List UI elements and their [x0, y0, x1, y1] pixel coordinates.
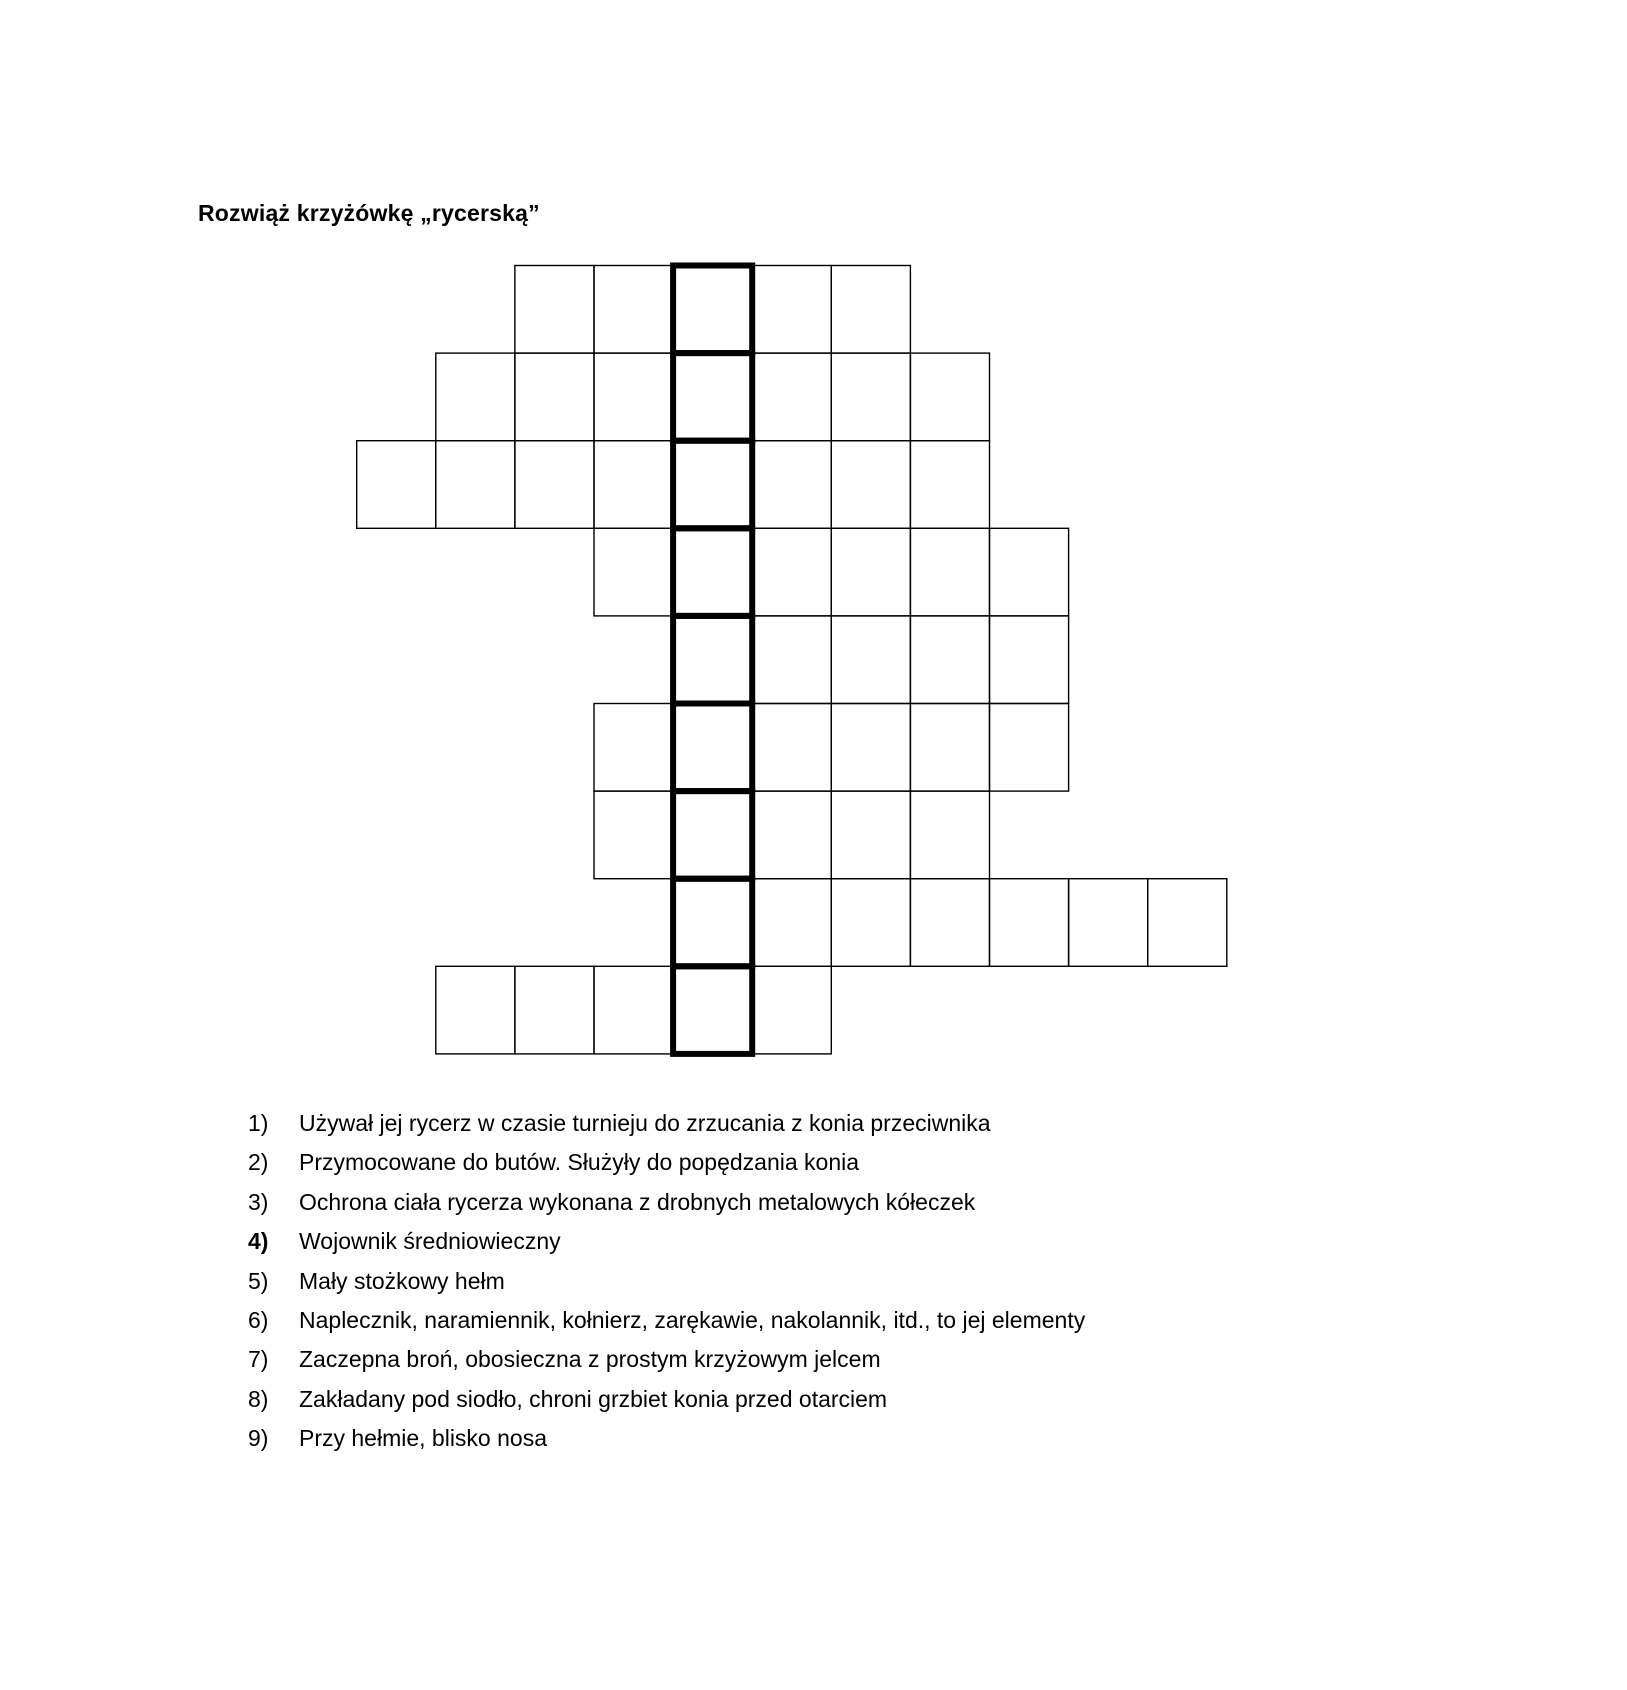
crossword-cell-row-6-col-9[interactable] — [831, 704, 910, 792]
crossword-cell-row-3-col-4[interactable] — [436, 441, 515, 529]
crossword-cell-row-2-col-6[interactable] — [594, 353, 673, 441]
clue-item — [248, 1222, 1085, 1261]
clue-text: Zakładany pod siodło, chroni grzbiet konia przed otarciem — [299, 1385, 888, 1412]
clue-item — [248, 1183, 1085, 1222]
crossword-cell-row-8-col-11[interactable] — [990, 879, 1069, 967]
crossword-cell-row-4-col-11[interactable] — [990, 528, 1069, 616]
clue-text: Przy hełmie, blisko nosa — [299, 1425, 547, 1452]
clue-text: Ochrona ciała rycerza wykonana z drobnych metalowych kółeczek — [299, 1188, 976, 1215]
solution-cell-row-2[interactable] — [673, 353, 752, 441]
crossword-cell-row-8-col-12[interactable] — [1069, 879, 1148, 967]
clue-item — [248, 1143, 1085, 1182]
clue-number: 9) — [248, 1425, 269, 1452]
crossword-cell-row-2-col-4[interactable] — [436, 353, 515, 441]
crossword-cell-row-7-col-10[interactable] — [910, 791, 989, 879]
page-title: Rozwiąż krzyżówkę „rycerską” — [198, 200, 540, 226]
crossword-cell-row-9-col-8[interactable] — [752, 966, 831, 1054]
clue-text: Mały stożkowy hełm — [299, 1267, 505, 1294]
crossword-cell-row-4-col-10[interactable] — [910, 528, 989, 616]
clue-number: 5) — [248, 1267, 269, 1294]
solution-cell-row-6[interactable] — [673, 704, 752, 792]
clue-number: 1) — [248, 1110, 269, 1136]
solution-cell-row-7[interactable] — [673, 791, 752, 879]
crossword-cell-row-2-col-8[interactable] — [752, 353, 831, 441]
crossword-cell-row-7-col-6[interactable] — [594, 791, 673, 879]
crossword-cell-row-6-col-10[interactable] — [910, 704, 989, 792]
crossword-cell-row-2-col-9[interactable] — [831, 353, 910, 441]
crossword-cell-row-4-col-9[interactable] — [831, 528, 910, 616]
crossword-cell-row-3-col-8[interactable] — [752, 441, 831, 529]
crossword-cell-row-6-col-8[interactable] — [752, 704, 831, 792]
crossword-cell-row-3-col-6[interactable] — [594, 441, 673, 529]
clue-text: Naplecznik, naramiennik, kołnierz, zarękawie, nakolannik, itd., to jej elementy — [299, 1306, 1086, 1333]
crossword-cell-row-3-col-3[interactable] — [357, 441, 436, 529]
crossword-cell-row-5-col-8[interactable] — [752, 616, 831, 704]
crossword-cell-row-1-col-5[interactable] — [515, 266, 594, 354]
solution-cell-row-3[interactable] — [673, 441, 752, 529]
crossword-cell-row-1-col-8[interactable] — [752, 266, 831, 354]
clue-item — [248, 1301, 1085, 1340]
clue-item — [248, 1104, 1085, 1143]
crossword-cell-row-7-col-9[interactable] — [831, 791, 910, 879]
crossword-cell-row-5-col-9[interactable] — [831, 616, 910, 704]
crossword-cell-row-1-col-9[interactable] — [831, 266, 910, 354]
clue-item — [248, 1340, 1085, 1379]
crossword-cell-row-9-col-5[interactable] — [515, 966, 594, 1054]
crossword-cell-row-7-col-8[interactable] — [752, 791, 831, 879]
clue-text: Zaczepna broń, obosieczna z prostym krzyżowym jelcem — [299, 1346, 881, 1373]
crossword-cell-row-2-col-10[interactable] — [910, 353, 989, 441]
clue-text: Używał jej rycerz w czasie turnieju do zrzucania z konia przeciwnika — [299, 1110, 991, 1136]
clue-item — [248, 1419, 1085, 1458]
solution-cell-row-5[interactable] — [673, 616, 752, 704]
crossword-cell-row-3-col-10[interactable] — [910, 441, 989, 529]
crossword-cell-row-8-col-8[interactable] — [752, 879, 831, 967]
clue-number: 4) — [248, 1228, 269, 1255]
crossword-cell-row-5-col-11[interactable] — [990, 616, 1069, 704]
clue-text: Wojownik średniowieczny — [299, 1228, 561, 1255]
crossword-cell-row-9-col-4[interactable] — [436, 966, 515, 1054]
clue-number: 6) — [248, 1306, 269, 1333]
crossword-cell-row-5-col-10[interactable] — [910, 616, 989, 704]
crossword-cell-row-3-col-5[interactable] — [515, 441, 594, 529]
clue-number: 2) — [248, 1149, 269, 1176]
clue-list — [248, 1104, 1085, 1459]
clue-number: 8) — [248, 1385, 269, 1412]
clue-text: Przymocowane do butów. Służyły do popędzania konia — [299, 1149, 860, 1176]
crossword-cell-row-3-col-9[interactable] — [831, 441, 910, 529]
crossword-cell-row-8-col-9[interactable] — [831, 879, 910, 967]
crossword-cell-row-9-col-6[interactable] — [594, 966, 673, 1054]
crossword-cell-row-8-col-13[interactable] — [1148, 879, 1227, 967]
crossword-cell-row-1-col-6[interactable] — [594, 266, 673, 354]
clue-number: 3) — [248, 1188, 269, 1215]
crossword-cell-row-6-col-11[interactable] — [990, 704, 1069, 792]
clue-item — [248, 1262, 1085, 1301]
crossword-cell-row-4-col-6[interactable] — [594, 528, 673, 616]
crossword-cell-row-4-col-8[interactable] — [752, 528, 831, 616]
clue-item — [248, 1380, 1085, 1419]
crossword-cell-row-8-col-10[interactable] — [910, 879, 989, 967]
crossword-cell-row-2-col-5[interactable] — [515, 353, 594, 441]
solution-cell-row-4[interactable] — [673, 528, 752, 616]
crossword-cell-row-6-col-6[interactable] — [594, 704, 673, 792]
solution-cell-row-1[interactable] — [673, 266, 752, 354]
solution-cell-row-8[interactable] — [673, 879, 752, 967]
solution-cell-row-9[interactable] — [673, 966, 752, 1054]
clue-number: 7) — [248, 1346, 269, 1373]
